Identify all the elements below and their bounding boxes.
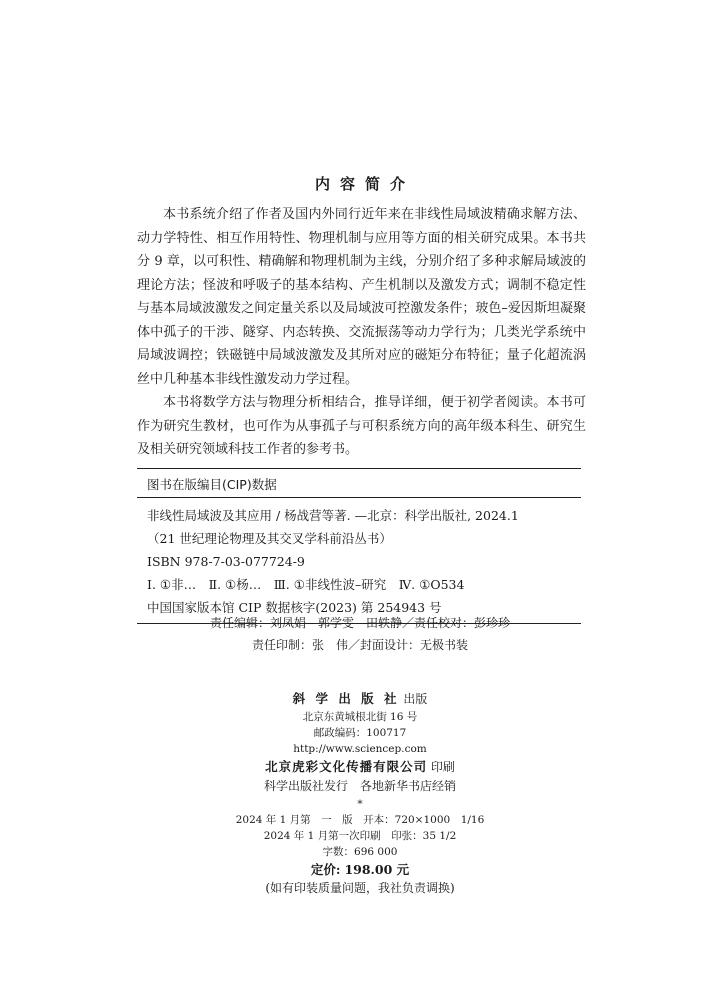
- distribution-line: 科学出版社发行 各地新华书店经销: [263, 779, 456, 793]
- cip-record-line: 中国国家版本馆 CIP 数据核字(2023) 第 254943 号: [147, 600, 442, 615]
- editors-line: 责任编辑：刘凤娟 郭学雯 田轶静／责任校对：彭珍珍: [209, 616, 510, 630]
- cip-body: [137, 498, 581, 623]
- publisher-website: http://www.sciencep.com: [293, 743, 427, 755]
- abstract-paragraph-1: 本书系统介绍了作者及国内外同行近年来在非线性局域波精确求解方法、动力学特性、相互作用特性、物理机制与应用等方面的相关研究成果。本书共分 9 章，以可积性、精确解和物理机制为主线，分别介绍了多种求解局域波的理论方法；怪波和呼吸子的基本结构、产生机制以及激发方式；调制不稳定性与基本局域波激发之间定量关系以及局域波可控激发条件；玻色–爱因斯坦凝聚体中孤子的干涉、隧穿、内态转换、交流振荡等动力学行为；几类光学系统中局域波调控；铁磁链中局域波激发及其所对应的磁矩分布特征；量子化超流涡丝中几种基本非线性激发动力学过程。: [137, 207, 586, 387]
- publisher-name: 斜 学 出 版 社: [292, 691, 400, 706]
- printer-suffix: 印刷: [430, 760, 455, 774]
- cip-classification-line: Ⅰ. ①非… Ⅱ. ①杨… Ⅲ. ①非线性波–研究 Ⅳ. ①O534: [147, 577, 465, 592]
- edition-line: 2024 年 1 月第 一 版 开本：720×1000 1/16: [235, 814, 485, 826]
- publisher-postcode: 邮政编码：100717: [313, 727, 407, 739]
- printer-line: [0, 757, 720, 777]
- publisher-name-suffix: 出版: [403, 692, 428, 706]
- separator-star: *: [357, 798, 363, 810]
- cip-title-line: 非线性局域波及其应用 / 杨战营等著. —北京：科学出版社, 2024.1: [147, 508, 519, 523]
- publisher-address: 北京东黄城根北街 16 号: [302, 711, 418, 723]
- cip-header: 图书在版编目(CIP)数据: [137, 469, 581, 498]
- price-value: 198.00 元: [344, 862, 410, 877]
- printing-line: 2024 年 1 月第一次印刷 印张：35 1/2: [263, 830, 457, 842]
- cip-isbn-line: ISBN 978-7-03-077724-9: [147, 554, 305, 569]
- production-line: 责任印制：张 伟／封面设计：无极书装: [251, 638, 468, 652]
- cip-box: [137, 468, 581, 624]
- publisher-info: [0, 689, 720, 898]
- page-title: 内容简介: [314, 175, 415, 193]
- abstract-paragraph-2: 本书将数学方法与物理分析相结合，推导详细，便于初学者阅读。本书可作为研究生教材，也可作为从事孤子与可积系统方向的高年级本科生、研究生及相关研究领域科技工作者的参考书。: [137, 395, 586, 457]
- price-line: [0, 860, 720, 879]
- word-count: 字数：696 000: [322, 846, 398, 858]
- abstract: [137, 203, 586, 462]
- cip-series-line: （21 世纪理论物理及其交叉学科前沿丛书）: [147, 531, 392, 546]
- quality-notice: (如有印装质量问题，我社负责调换): [265, 881, 455, 895]
- price-label: 定价:: [310, 862, 341, 877]
- editorial-credits: [0, 612, 720, 656]
- publisher-name-line: [0, 689, 720, 709]
- printer-name: 北京虎彩文化传播有限公司: [265, 759, 428, 774]
